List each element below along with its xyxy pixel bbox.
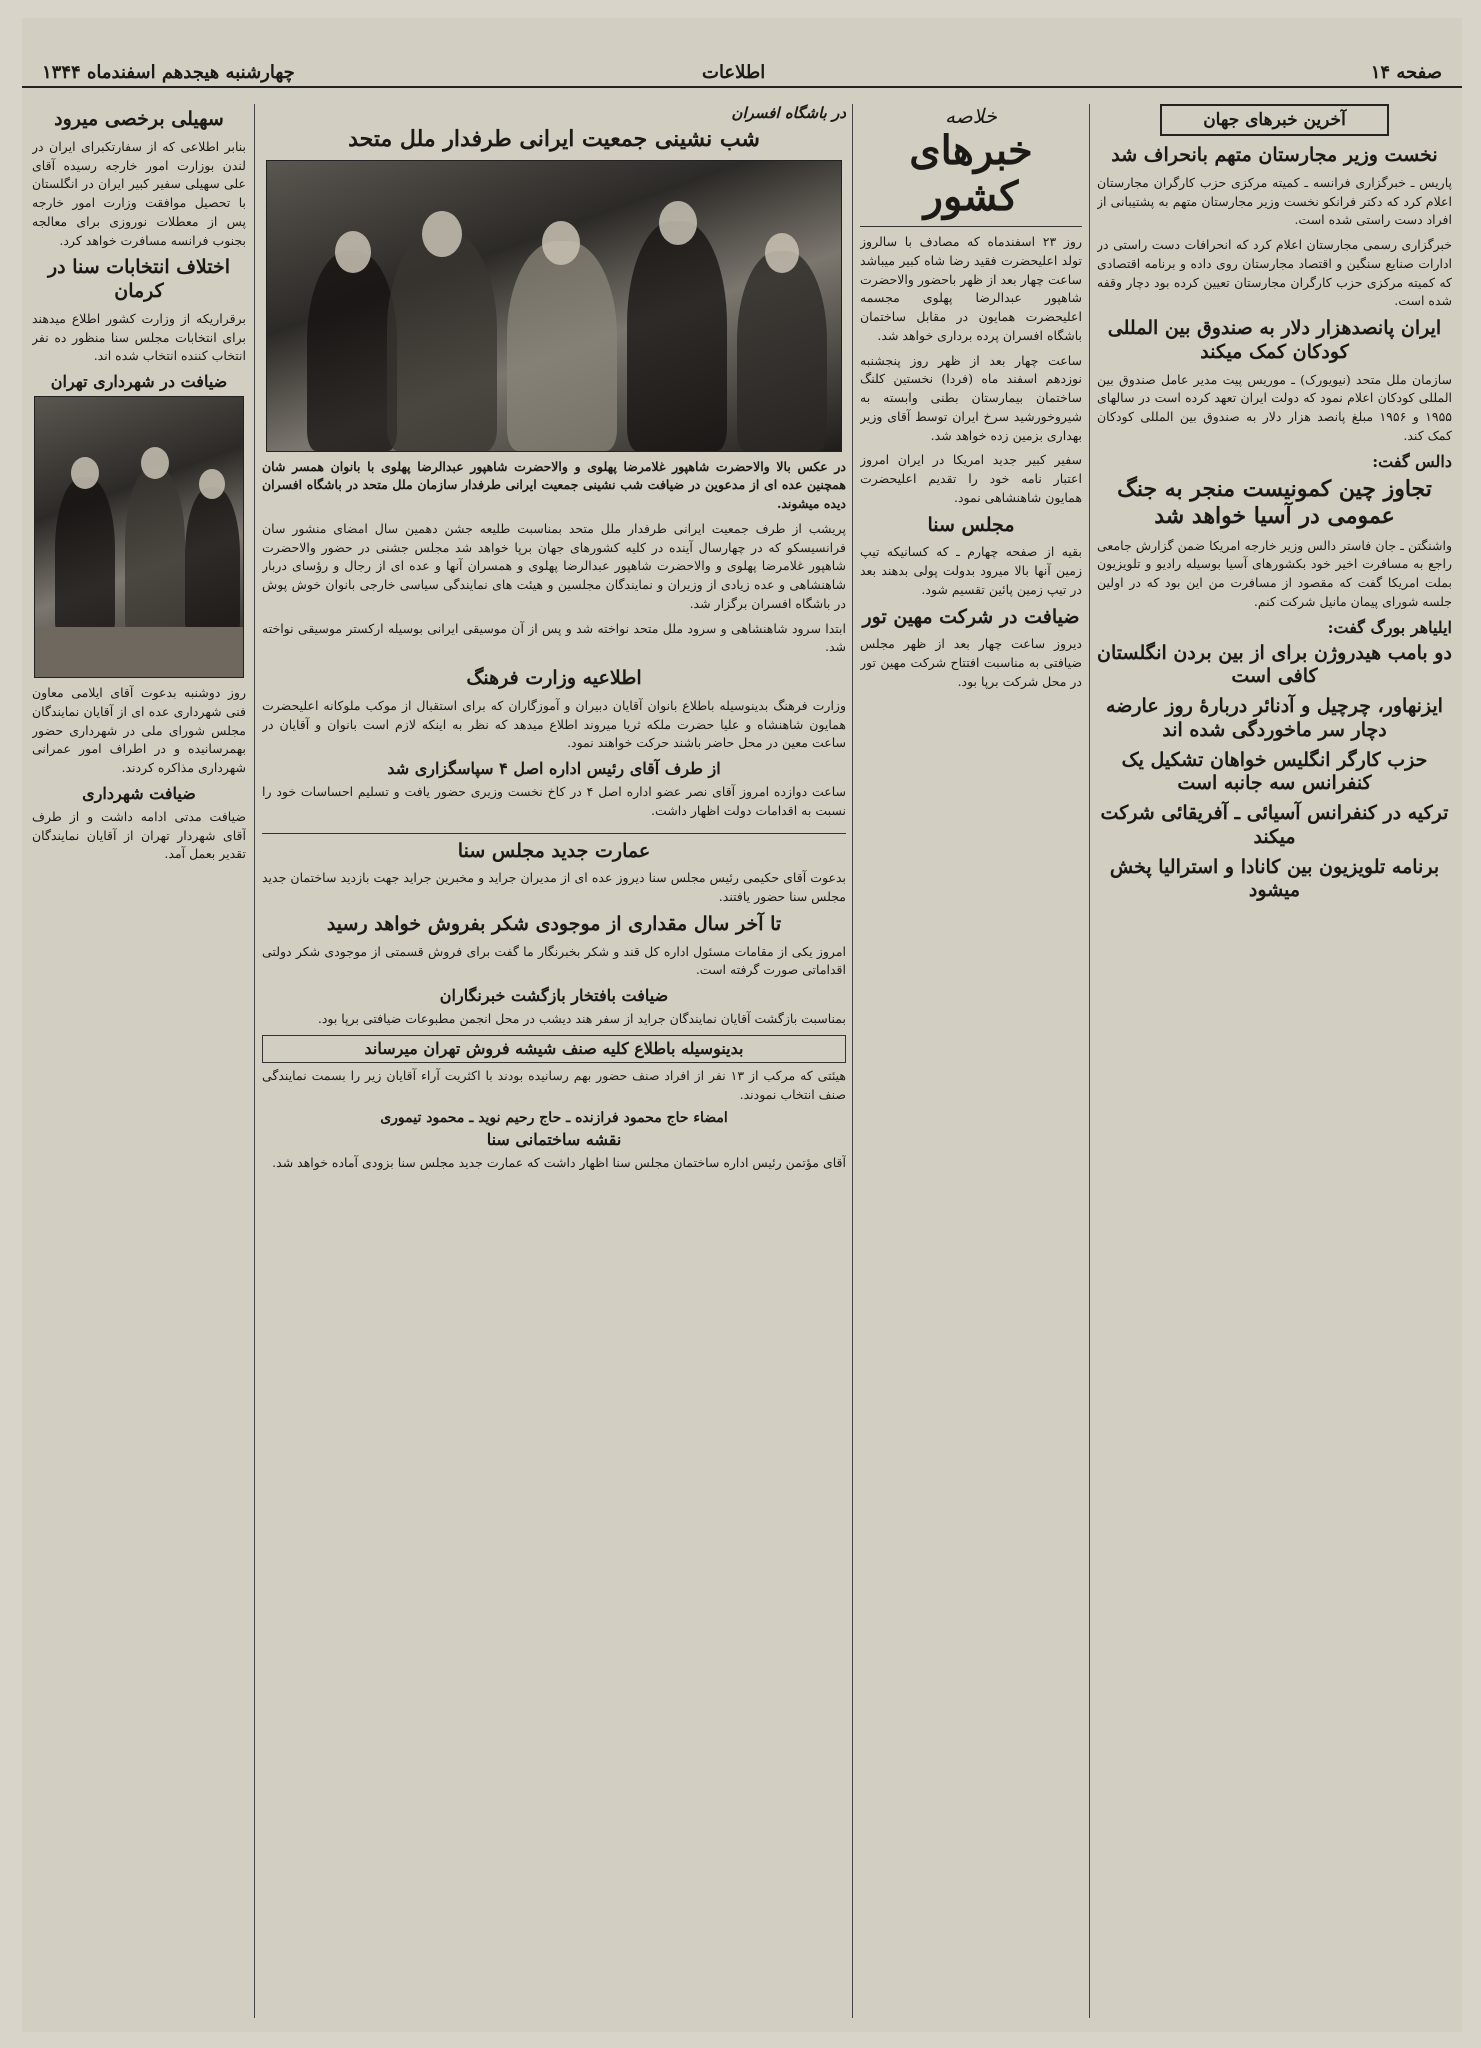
domestic-paragraph: روز ۲۳ اسفندماه که مصادف با سالروز تولد اعلیحضرت فقید رضا شاه کبیر میباشد ساعت چهار بعد از ظهر باحضور والاحضرت شاهپور عبدالرضا پهلوی مجسمه اعلیحضرت همایون در مقابل ساختمان باشگاه افسران پرده برداری خواهد شد.	[860, 234, 1082, 343]
divider	[262, 833, 846, 834]
world-headline-2: ایران پانصدهزار دلار به صندوق بین المللی کودکان کمک میکند	[1107, 317, 1442, 363]
culture-headline: اطلاعیه وزارت فرهنگ	[466, 667, 642, 689]
sugar-paragraph: امروز یکی از مقامات مسئول اداره کل قند و شکر بخبرنگار ما گفت برای فروش قسمتی از موجودی شکر دولتی اقداماتی صورت گرفته است.	[262, 943, 846, 978]
feature-paragraph: پریشب از طرف جمعیت ایرانی طرفدار ملل متحد بمناسبت طلیعه جشن دهمین سال امضای منشور سان فرانسیسکو که در چهارسال آینده در کلیه کشورهای جهان برپا خواهد شد مجلس جشنی در حضور والاحضرت شاهپور غلامرضا پهلوی و والاحضرت شاهپور عبدالرضا پهلوی و همسران آنها و عده ای از رجال و رؤسای دربار شاهنشاهی و عده زیادی از وزیران و نمایندگان مجلسین و هیئت های نمایندگی سیاسی خارجی بانوان خوش پوش در باشگاه افسران برگزار شد.	[262, 520, 846, 611]
domestic-kicker: خلاصه	[944, 104, 997, 128]
world-headline-7: ترکیه در کنفرانس آسیائی ـ آفریقائی شرکت میکند	[1100, 802, 1449, 848]
world-headline-4: دو بامب هیدروژن برای از بین بردن انگلستان کافی است	[1097, 641, 1452, 688]
reception-headline: ضیافت بافتخار بازگشت خبرنگاران	[439, 986, 669, 1005]
world-headline-8: برنامه تلویزیون بین کانادا و استرالیا پخش میشود	[1109, 855, 1440, 902]
divider	[860, 226, 1082, 227]
senate-building-headline: عمارت جدید مجلس سنا	[457, 839, 651, 862]
culture-paragraph: وزارت فرهنگ بدینوسیله باطلاع بانوان آقایان دبیران و آموزگاران که برای استقبال از موکب ملوکانه اعلیحضرت همایون شاهنشاه و علیا حضرت ملکه ثریا میروند اطلاع میدهد که نظر به اینکه لازم است بانوان و آقایان در ساعت معین در محل حاضر باشند حرکت خواهند نمود.	[262, 697, 846, 751]
paper-name: اطلاعات	[702, 62, 766, 83]
party-photo	[266, 160, 842, 452]
left-column	[32, 104, 246, 2018]
feature-column	[262, 104, 846, 2018]
world-kicker: ایلیاهر بورگ گفت:	[1327, 617, 1452, 637]
farmers-paragraph: ساعت دوازده امروز آقای نصر عضو اداره اصل ۴ در کاخ نخست وزیری حضور یافت و تسلیم احساسات خود را نسبت به اقدامات دولت اظهار داشت.	[262, 784, 846, 818]
world-paragraph: خبرگزاری رسمی مجارستان اعلام کرد که انحرافات دست راستی در ادارات صنایع سنگین و اقتصاد مجارستان روی داده و برنامه اقتصادی که کمیته مرکزی حزب کارگران مجارستان تعیین کرده بود دچار وقفه شده است.	[1097, 237, 1452, 309]
world-headline-6: حزب کارگر انگلیس خواهان تشکیل یک کنفرانس سه جانبه است	[1121, 748, 1428, 795]
column-rule	[852, 104, 853, 2018]
farmers-headline: از طرف آقای رئیس اداره اصل ۴ سپاسگزاری شد	[387, 759, 721, 778]
column-rule	[1089, 104, 1090, 2018]
feature-kicker: در باشگاه افسران	[731, 104, 846, 122]
municipality-photo	[34, 396, 244, 678]
page-label: صفحه ۱۴	[1370, 62, 1442, 83]
world-headline-5: ایزنهاور، چرچیل و آدنائر دربارهٔ روز عارضه دچار سر ماخوردگی شده اند	[1106, 695, 1443, 741]
newspaper-page	[22, 18, 1462, 2032]
column-rule	[254, 104, 255, 2018]
left-paragraph: بنابر اطلاعی که از سفارتکبرای ایران در لندن بوزارت امور خارجه رسیده آقای علی سهیلی سفیر کبیر ایران در انگلستان با تحصیل موافقت وزارت امور خارجه پس از معطلات نوروزی برای معالجه بجنوب فرانسه مسافرت خواهد کرد.	[32, 138, 246, 248]
left-headline-4: ضیافت شهرداری	[82, 783, 196, 803]
masthead	[22, 58, 1462, 88]
domestic-paragraph: دیروز ساعت چهار بعد از ظهر مجلس ضیافتی به مناسبت افتتاح شرکت مهین تور در محل شرکت برپا بود.	[860, 636, 1082, 689]
building-plan-headline: نقشه ساختمانی سنا	[486, 1130, 622, 1150]
domestic-news-column	[860, 104, 1082, 2018]
world-paragraph: واشنگتن ـ جان فاستر دالس وزیر خارجه امریکا ضمن گزارش جامعی راجع به مسافرت اخیر خود بکشورهای آسیا بوسیله رادیو و تلویزیون بملت امریکا گفت که مقصود از مسافرت من این بود که در اولین جلسه شورای پیمان مانیل شرکت کنم.	[1097, 537, 1452, 609]
senate-building-paragraph: بدعوت آقای حکیمی رئیس مجلس سنا دیروز عده ای از مدیران جراید و مخبرین جراید جهت بازدید ساختمان جدید مجلس سنا حضور یافتند.	[262, 870, 846, 904]
world-news-column	[1097, 104, 1452, 2018]
left-paragraph: ضیافت مدتی ادامه داشت و از طرف آقای شهردار تهران از آقایان نمایندگان تقدیر بعمل آمد.	[32, 808, 246, 862]
building-plan-paragraph: آقای مؤتمن رئیس اداره ساختمان مجلس سنا اظهار داشت که عمارت جدید مجلس سنا بزودی آماده خواهد شد.	[272, 1155, 846, 1171]
glass-guild-notice-paragraph: هیئتی که مرکب از ۱۳ نفر از افراد صنف حضور بهم رسانیده بودند با اکثریت آراء آقایان زیر را بسمت نمایندگی صنف انتخاب نمودند.	[262, 1067, 846, 1102]
world-paragraph: سازمان ملل متحد (نیویورک) ـ موریس پیت مدیر عامل صندوق بین المللی کودکان اعلام نمود که دولت ایران تعهد کرده است در سالهای ۱۹۵۵ و ۱۹۵۶ مبلغ پانصد هزار دلار به صندوق بین المللی کودکان کمک کند.	[1097, 371, 1452, 443]
world-headline-1: نخست وزیر مجارستان متهم بانحراف شد	[1111, 144, 1438, 166]
senate-headline: مجلس سنا	[927, 513, 1015, 536]
date-line: چهارشنبه هیجدهم اسفندماه ۱۳۴۴	[42, 62, 295, 83]
feature-title: شب نشینی جمعیت ایرانی طرفدار ملل متحد	[348, 126, 760, 152]
party-headline: ضیافت در شرکت مهین تور	[862, 605, 1080, 628]
world-kicker: دالس گفت:	[1372, 451, 1452, 471]
left-paragraph: روز دوشنبه بدعوت آقای ایلامی معاون فنی شهرداری عده ای از آقایان نمایندگان مجلس شورای ملی در شهرداری حضور بهمرسانیده و در اطراف امور عمرانی شهرداری مذاکره کردند.	[32, 685, 246, 775]
domestic-paragraph: سفیر کبیر جدید امریکا در ایران امروز اعتبار نامه خود را تقدیم اعلیحضرت همایون شاهنشاهی نمود.	[860, 452, 1082, 505]
left-headline-2: اختلاف انتخابات سنا در کرمان	[47, 256, 231, 302]
domestic-paragraph: ساعت چهار بعد از ظهر روز پنجشنبه نوزدهم اسفند ماه (فردا) نخستین کلنگ ساختمان بیمارستان بطنی وابسته به شیروخورشید سرخ ایران توسط آقای وزیر بهداری بزمین زده خواهد شد.	[860, 352, 1082, 443]
world-headline-3: تجاوز چین کمونیست منجر به جنگ عمومی در آسیا خواهد شد	[1117, 475, 1432, 529]
reception-paragraph: بمناسبت بازگشت آقایان نمایندگان جراید از سفر هند دیشب در محل انجمن مطبوعات ضیافتی برپا بود.	[317, 1011, 846, 1026]
domestic-paragraph: بقیه از صفحه چهارم ـ که کسانیکه تیپ زمین آنها بالا میرود بدولت پولی بدهند بعد در تیپ زمین پائین تقسیم شود.	[860, 544, 1082, 597]
feature-paragraph: ابتدا سرود شاهنشاهی و سرود ملل متحد نواخته شد و پس از آن موسیقی ایرانی بوسیله ارکستر موسیقی نواخته شد.	[262, 620, 846, 655]
world-news-box-title: آخرین خبرهای جهان	[1160, 104, 1389, 136]
left-headline-1: سهیلی برخصی میرود	[54, 108, 224, 130]
photo-caption: در عکس بالا والاحضرت شاهپور غلامرضا پهلوی و والاحضرت شاهپور عبدالرضا پهلوی با بانوان همسر شان همچنین عده ای از مدعوین در ضیافت شب نشینی جمعیت ایرانی طرفدار سازمان ملل متحد در باشگاه افسران دیده میشوند.	[262, 458, 846, 511]
left-paragraph: برقراریکه از وزارت کشور اطلاع میدهند برای انتخابات مجلس سنا منظور ده نفر انتخاب کننده انتخاب شده اند.	[32, 310, 246, 364]
left-headline-3: ضیافت در شهرداری تهران	[50, 372, 228, 391]
domestic-title: خبرهای کشور	[909, 127, 1033, 220]
sugar-headline: تا آخر سال مقداری از موجودی شکر بفروش خواهد رسید	[326, 912, 782, 935]
glass-guild-notice-headline: بدینوسیله باطلاع کلیه صنف شیشه فروش تهران میرساند	[262, 1035, 846, 1063]
world-paragraph: پاریس ـ خبرگزاری فرانسه ـ کمیته مرکزی حزب کارگران مجارستان اعلام کرد که دکتر فرانکو نخست وزیر مجارستان متهم به پشتیبانی از افراد دست راستی شده است.	[1097, 174, 1452, 228]
notice-signatures: امضاء حاج محمود فرازنده ـ حاج رحیم نوید ـ محمود تیموری	[380, 1110, 728, 1127]
